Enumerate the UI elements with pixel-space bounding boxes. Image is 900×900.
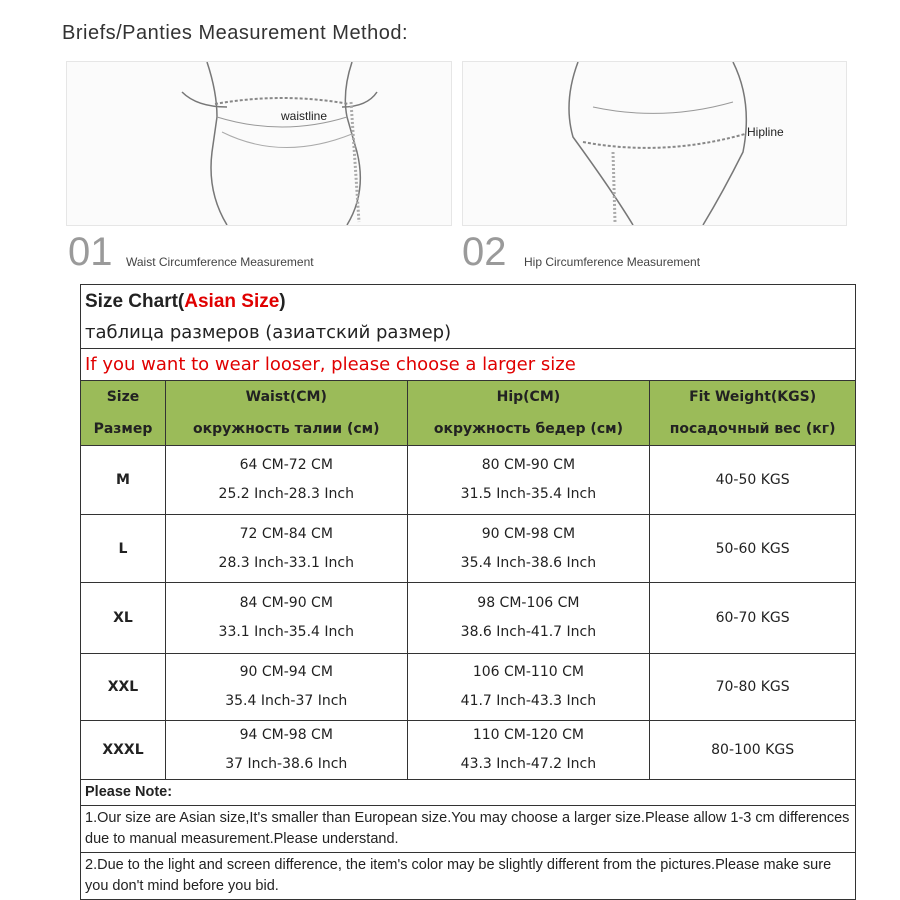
header-weight: Fit Weight(KGS) посадочный вес (кг) xyxy=(650,381,856,446)
hip-cell: 80 CM-90 CM 31.5 Inch-35.4 Inch xyxy=(407,446,650,515)
hip-cell: 90 CM-98 CM 35.4 Inch-38.6 Inch xyxy=(407,515,650,583)
hip-cell: 106 CM-110 CM 41.7 Inch-43.3 Inch xyxy=(407,654,650,721)
waist-figure-sketch xyxy=(67,62,451,225)
size-cell: M xyxy=(81,446,166,515)
note-1: 1.Our size are Asian size,It's smaller than European size.You may choose a larger size.Please allow 1-3 cm differences due to manual measurement.Please understand. xyxy=(81,806,856,853)
weight-cell: 70-80 KGS xyxy=(650,654,856,721)
chart-title: Size Chart(Asian Size) xyxy=(85,290,286,312)
waist-illustration xyxy=(66,61,452,226)
header-row xyxy=(81,381,856,446)
header-hip: Hip(CM) окружность бедер (см) xyxy=(407,381,650,446)
waist-cell: 94 CM-98 CM 37 Inch-38.6 Inch xyxy=(165,721,407,780)
weight-cell: 50-60 KGS xyxy=(650,515,856,583)
size-cell: L xyxy=(81,515,166,583)
size-row-m xyxy=(81,446,856,515)
hip-figure-sketch xyxy=(463,62,846,225)
note-2: 2.Due to the light and screen difference, the item's color may be slightly different from the pictures.Please make sure you don't mind before you bid. xyxy=(81,853,856,900)
size-row-xxl xyxy=(81,654,856,721)
chart-title-ru: таблица размеров (азиатский размер) xyxy=(85,321,452,343)
header-waist: Waist(CM) окружность талии (см) xyxy=(165,381,407,446)
size-row-xl xyxy=(81,583,856,654)
waistline-label: waistline xyxy=(281,109,328,123)
header-size: Size Размер xyxy=(81,381,166,446)
step-caption-01: Waist Circumference Measurement xyxy=(126,255,314,269)
size-row-xxxl xyxy=(81,721,856,780)
size-cell: XXXL xyxy=(81,721,166,780)
size-advice: If you want to wear looser, please choose a larger size xyxy=(81,349,856,381)
hip-cell: 110 CM-120 CM 43.3 Inch-47.2 Inch xyxy=(407,721,650,780)
note-title: Please Note: xyxy=(81,780,856,806)
step-caption-02: Hip Circumference Measurement xyxy=(524,255,701,269)
waist-cell: 90 CM-94 CM 35.4 Inch-37 Inch xyxy=(165,654,407,721)
size-cell: XXL xyxy=(81,654,166,721)
hip-cell: 98 CM-106 CM 38.6 Inch-41.7 Inch xyxy=(407,583,650,654)
waist-cell: 64 CM-72 CM 25.2 Inch-28.3 Inch xyxy=(165,446,407,515)
waist-cell: 84 CM-90 CM 33.1 Inch-35.4 Inch xyxy=(165,583,407,654)
step-number-02: 02 xyxy=(462,230,507,274)
size-row-l xyxy=(81,515,856,583)
hipline-label: Hipline xyxy=(747,125,784,139)
step-number-01: 01 xyxy=(68,230,113,274)
size-chart-table xyxy=(80,284,856,900)
chart-title-cell xyxy=(81,285,856,349)
weight-cell: 60-70 KGS xyxy=(650,583,856,654)
hip-illustration xyxy=(462,61,847,226)
weight-cell: 80-100 KGS xyxy=(650,721,856,780)
weight-cell: 40-50 KGS xyxy=(650,446,856,515)
asian-size-highlight: Asian Size xyxy=(184,290,280,312)
page-title: Briefs/Panties Measurement Method: xyxy=(62,22,409,44)
waist-cell: 72 CM-84 CM 28.3 Inch-33.1 Inch xyxy=(165,515,407,583)
size-cell: XL xyxy=(81,583,166,654)
